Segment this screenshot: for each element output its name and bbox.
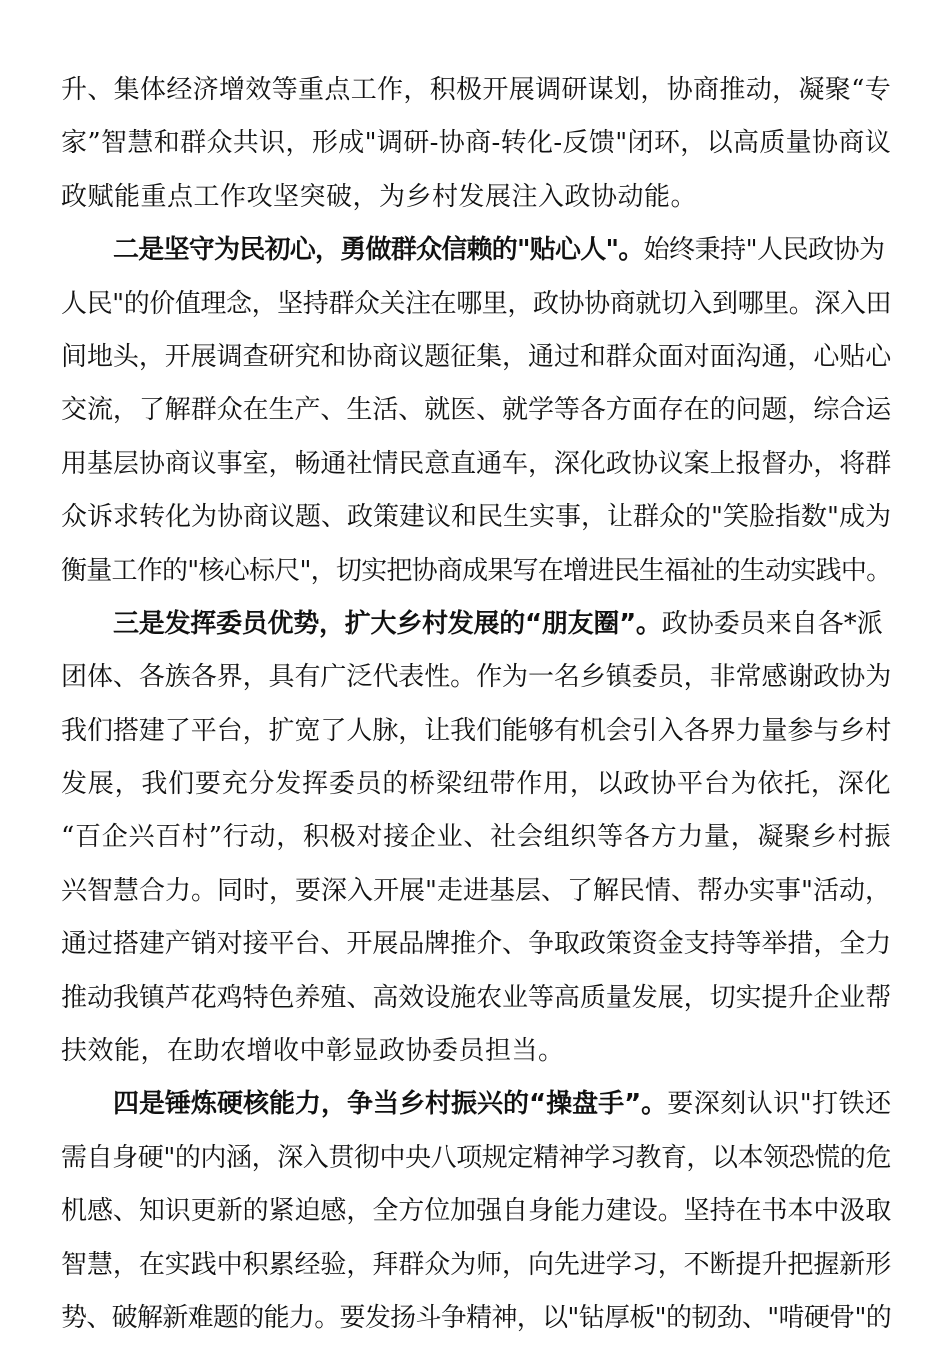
body-line: 发展，我们要充分发挥委员的桥梁纽带作用，以政协平台为依托，深化 [61,769,891,800]
paragraph-heading: 二是坚守为民初心，勇做群众信赖的"贴心人"。 [113,235,644,266]
body-line: 智慧，在实践中积累经验，拜群众为师，向先进学习，不断提升把握新形 [61,1249,891,1280]
body-line: 用基层协商议事室，畅通社情民意直通车，深化政协议案上报督办，将群 [61,448,891,479]
body-line: “百企兴百村”行动，积极对接企业、社会组织等各方力量，凝聚乡村振 [61,822,891,853]
paragraph-heading: 四是锤炼硬核能力，争当乡村振兴的“操盘手”。 [113,1089,668,1120]
body-line: 交流，了解群众在生产、生活、就医、就学等各方面存在的问题，综合运 [61,395,891,426]
paragraph-first-line [61,598,891,651]
body-line: 兴智慧合力。同时，要深入开展"走进基层、了解民情、帮办实事"活动， [61,875,891,906]
body-line: 我们搭建了平台，扩宽了人脉，让我们能够有机会引入各界力量参与乡村 [61,715,891,746]
paragraph-heading: 三是发挥委员优势，扩大乡村发展的“朋友圈”。 [113,608,662,639]
body-line: 势、破解新难题的能力。要发扬斗争精神，以"钻厚板"的韧劲、"啃硬骨"的 [61,1302,891,1333]
body-line: 人民"的价值理念，坚持群众关注在哪里，政协协商就切入到哪里。深入田 [61,288,891,319]
body-line: 推动我镇芦花鸡特色养殖、高效设施农业等高质量发展，切实提升企业帮 [61,982,891,1013]
body-line: 家”智慧和群众共识，形成"调研-协商-转化-反馈"闭环，以高质量协商议 [61,128,891,159]
body-line: 升、集体经济增效等重点工作，积极开展调研谋划，协商推动，凝聚“专 [61,75,891,105]
body-line: 需自身硬"的内涵，深入贯彻中央八项规定精神学习教育，以本领恐慌的危 [61,1142,891,1173]
body-line: 政赋能重点工作攻坚突破，为乡村发展注入政协动能。 [61,181,698,212]
body-line: 众诉求转化为协商议题、政策建议和民生实事，让群众的"笑脸指数"成为 [61,502,891,533]
body-text: 要深刻认识"打铁还 [667,1089,892,1120]
paragraph-first-line [61,224,891,277]
body-text: 始终秉持"人民政协为 [643,235,885,266]
paragraph-first-line [61,1078,891,1131]
body-line: 间地头，开展调查研究和协商议题征集，通过和群众面对面沟通，心贴心 [61,341,891,372]
document-body [61,64,891,1345]
body-line: 团体、各族各界，具有广泛代表性。作为一名乡镇委员，非常感谢政协为 [61,662,891,693]
body-line: 衡量工作的"核心标尺"，切实把协商成果写在增进民生福祉的生动实践中。 [61,555,892,586]
body-line: 通过搭建产销对接平台、开展品牌推介、争取政策资金支持等举措，全力 [61,929,891,960]
body-line: 扶效能，在助农增收中彰显政协委员担当。 [61,1036,565,1067]
body-line: 机感、知识更新的紧迫感，全方位加强自身能力建设。坚持在书本中汲取 [61,1196,891,1227]
body-text: 政协委员来自各*派 [661,608,883,639]
